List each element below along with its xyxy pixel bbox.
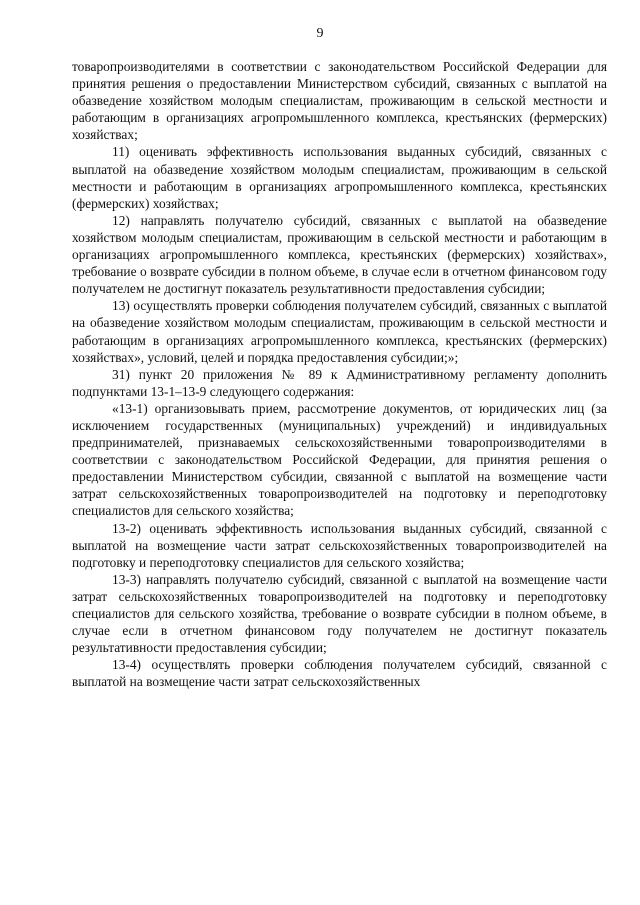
paragraph-item-13: 13) осуществлять проверки соблюдения получателем субсидий, связанных с выплатой на обазведение хозяйством молодым специалистам, проживающим в сельской местности и работающим в организациях агропромышленного комплекса, крестьянских (фермерских) хозяйствах», условий, целей и порядка предоставления субсидии;»;: [72, 298, 607, 365]
paragraph-item-13-2: 13-2) оценивать эффективность использования выданных субсидий, связанной с выплатой на возмещение части затрат сельскохозяйственных товаропроизводителей на подготовку и переподготовку специалистов для сельского хозяйства;: [72, 520, 607, 570]
document-body: [72, 58, 607, 690]
paragraph-item-13-4: 13-4) осуществлять проверки соблюдения получателем субсидий, связанной с выплатой на возмещение части затрат сельскохозяйственных: [72, 657, 607, 690]
paragraph-continuation: товаропроизводителями в соответствии с законодательством Российской Федерации для принятия решения о предоставлении Министерством субсидий, связанных с выплатой на обазведение хозяйством молодым специалистам, проживающим в сельской местности и работающим в организациях агропромышленного комплекса, крестьянских (фермерских) хозяйствах;: [72, 59, 607, 143]
paragraph-item-12: 12) направлять получателю субсидий, связанных с выплатой на обазведение хозяйством молодым специалистам, проживающим в сельской местности и работающим в организациях агропромышленного комплекса, крестьянских (фермерских) хозяйствах», требование о возврате субсидии в полном объеме, в случае если в отчетном финансовом году получателем не достигнут показатель результативности предоставления субсидии;: [72, 212, 607, 297]
paragraph-item-13-3: 13-3) направлять получателю субсидий, связанной с выплатой на возмещение части затрат сельскохозяйственных товаропроизводителей на подготовку и переподготовку специалистов для сельского хозяйства, требование о возврате субсидии в полном объеме, в случае если в отчетном финансовом году получателем не достигнут показатель результативности предоставления субсидии;: [72, 571, 607, 656]
page-number: 9: [316, 26, 324, 41]
paragraph-item-31: 31) пункт 20 приложения № 89 к Административному регламенту дополнить подпунктами 13-1–13-9 следующего содержания:: [72, 366, 607, 399]
paragraph-item-11: 11) оценивать эффективность использования выданных субсидий, связанных с выплатой на обазведение хозяйством молодым специалистам, проживающим в сельской местности и работающим в организациях агропромышленного комплекса, крестьянских (фермерских) хозяйствах;: [72, 144, 607, 211]
paragraph-item-13-1: «13-1) организовывать прием, рассмотрение документов, от юридических лиц (за исключением государственных (муниципальных) учреждений) и индивидуальных предпринимателей, признаваемых сельскохозяйственными товаропроизводителями в соответствии с законодательством Российской Федерации, для принятия решения о предоставлении Министерством субсидии, связанной с выплатой на возмещение части затрат сельскохозяйственных товаропроизводителей на подготовку и переподготовку специалистов для сельского хозяйства;: [72, 400, 607, 519]
